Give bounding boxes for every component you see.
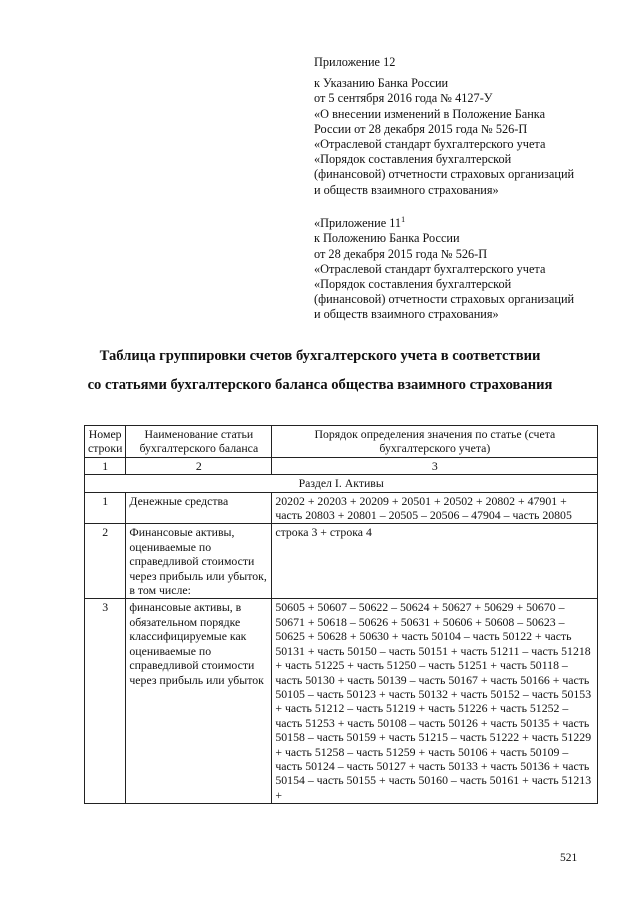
table-row	[85, 524, 598, 599]
col-number: 3	[272, 457, 598, 474]
appendix2-line: и обществ взаимного страхования»	[314, 307, 499, 322]
appendix-line: России от 28 декабря 2015 года № 526-П	[314, 121, 528, 136]
row-name: Финансовые активы, оцениваемые по справедливой стоимости через прибыль или убыток, в том числе:	[126, 524, 272, 599]
column-number-row	[85, 457, 598, 474]
appendix-line: от 5 сентября 2016 года № 4127-У	[314, 91, 493, 106]
row-number: 2	[85, 524, 126, 599]
page-number: 521	[560, 852, 578, 864]
row-value: 50605 + 50607 – 50622 – 50624 + 50627 + 50629 + 50670 – 50671 + 50618 – 50626 + 50631 + 50606 + 50608 – 50623 – 50625 + 50628 + 50630 + часть 50104 – часть 50122 + часть 50131 + часть 50150 – часть 50151 + часть 51211 – часть 51218 + часть 51225 + часть 51250 – часть 51251 + часть 50118 – часть 50130 + часть 50139 – часть 50167 + часть 50166 + часть 50105 – часть 50123 + часть 50132 + часть 50152 – часть 50153 + часть 51212 – часть 51219 + часть 51226 + часть 51252 – часть 51253 + часть 50108 – часть 50126 + часть 50135 + часть 50158 – часть 50159 + часть 51215 – часть 51222 + часть 51229 + часть 51258 – часть 51259 + часть 50106 + часть 50109 – часть 50124 – часть 50127 + часть 50133 + часть 50136 + часть 50154 – часть 50155 + часть 50160 – часть 50161 + часть 51213 +	[272, 599, 598, 804]
appendix-line: и обществ взаимного страхования»	[314, 182, 499, 197]
appendix2-line: от 28 декабря 2015 года № 526-П	[314, 246, 488, 261]
appendix2-line: «Порядок составления бухгалтерской	[314, 276, 512, 291]
row-value: строка 3 + строка 4	[272, 524, 598, 599]
row-value: 20202 + 20203 + 20209 + 20501 + 20502 + 20802 + 47901 + часть 20803 + 20801 – 20505 – 20506 – 47904 – часть 20805	[272, 492, 598, 524]
appendix2-header	[314, 212, 574, 323]
table-header-row	[85, 426, 598, 458]
table-title-line-2: со статьями бухгалтерского баланса общества взаимного страхования	[87, 377, 553, 393]
appendix2-line: к Положению Банка России	[314, 231, 460, 246]
section-row	[85, 475, 598, 492]
col-number: 1	[85, 457, 126, 474]
table-row	[85, 492, 598, 524]
row-number: 1	[85, 492, 126, 524]
appendix-line: к Указанию Банка России	[314, 76, 449, 91]
appendix2-sup: 1	[401, 215, 406, 224]
appendix2-line: «Отраслевой стандарт бухгалтерского учета	[314, 261, 546, 276]
appendix-line: «Порядок составления бухгалтерской	[314, 152, 512, 167]
appendix-line: (финансовой) отчетности страховых организаций	[314, 167, 575, 182]
appendix-line: «Отраслевой стандарт бухгалтерского учета	[314, 137, 546, 152]
appendix2-title: «Приложение 11	[314, 216, 402, 231]
header-number: Номер строки	[85, 426, 126, 458]
appendix-line: «О внесении изменений в Положение Банка	[314, 106, 546, 121]
appendix-title: Приложение 12	[314, 55, 396, 69]
row-number: 3	[85, 599, 126, 804]
row-name: финансовые активы, в обязательном порядке классифицируемые как оцениваемые по справедливой стоимости через прибыль или убыток	[126, 599, 272, 804]
table-title-line-1: Таблица группировки счетов бухгалтерского учета в соответствии	[99, 348, 541, 364]
table-row	[85, 599, 598, 804]
appendix-header	[314, 55, 574, 198]
appendix2-line: (финансовой) отчетности страховых организаций	[314, 292, 575, 307]
header-value: Порядок определения значения по статье (счета бухгалтерского учета)	[272, 426, 598, 458]
row-name: Денежные средства	[126, 492, 272, 524]
section-title: Раздел I. Активы	[85, 475, 598, 492]
header-name: Наименование статьи бухгалтерского баланса	[126, 426, 272, 458]
grouping-table	[84, 425, 598, 804]
appendix2-title-line	[314, 212, 574, 231]
col-number: 2	[126, 457, 272, 474]
